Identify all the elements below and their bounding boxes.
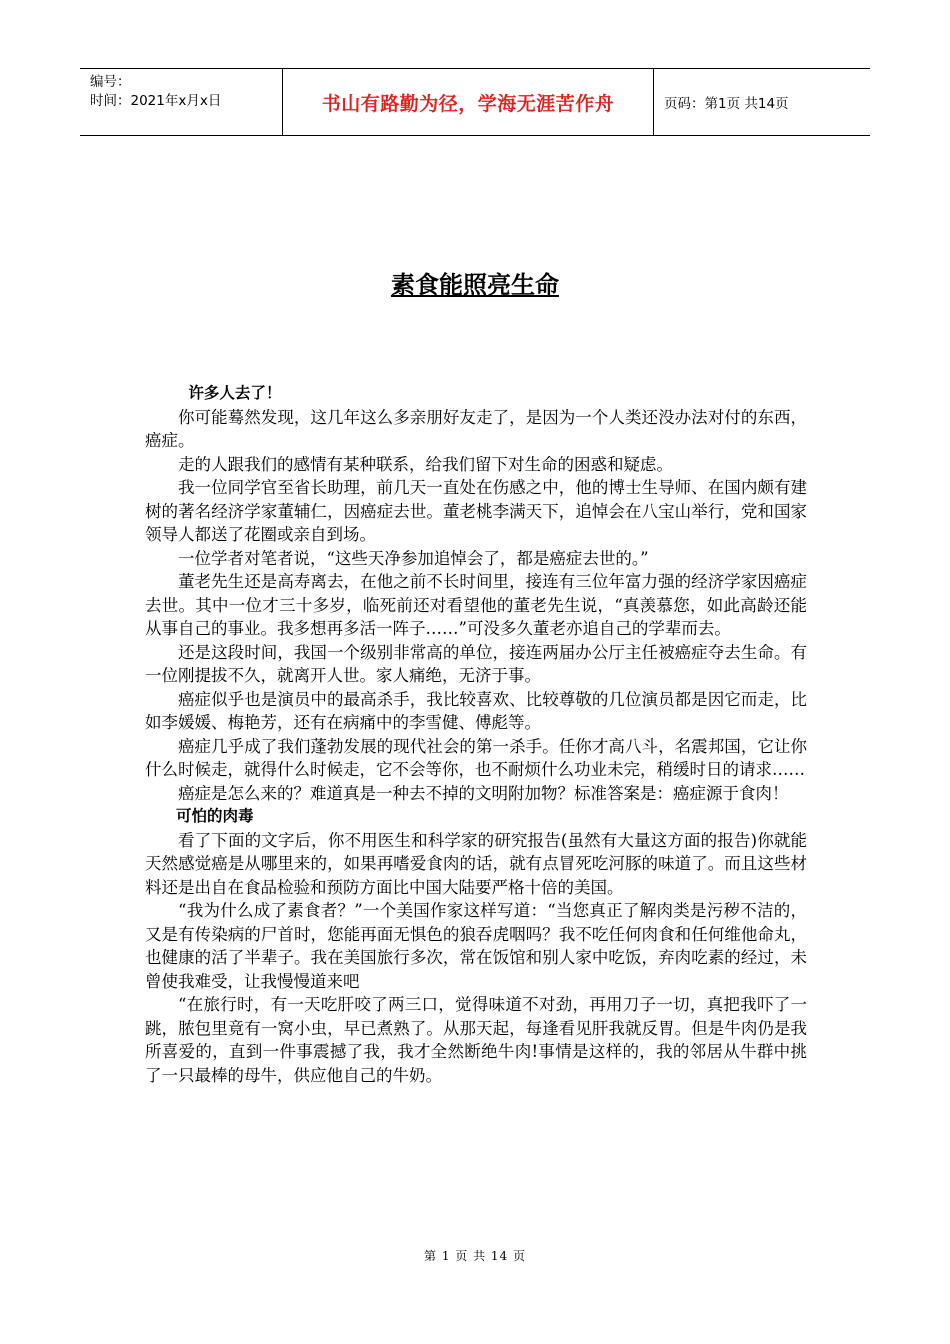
paragraph: 癌症似乎也是演员中的最高杀手，我比较喜欢、比较尊敬的几位演员都是因它而走，比如李媛媛、梅艳芳，还有在病痛中的李雪健、傅彪等。 [145,689,807,732]
paragraph: 你可能蓦然发现，这几年这么多亲朋好友走了，是因为一个人类还没办法对付的东西，癌症。 [145,407,807,450]
paragraph: “在旅行时，有一天吃肝咬了两三口，觉得味道不对劲，再用刀子一切，真把我吓了一跳，脓包里竟有一窝小虫，早已煮熟了。从那天起，每逢看见肝我就反胃。但是牛肉仍是我所喜爱的，直到一件事震撼了我，我才全然断绝牛肉!事情是这样的，我的邻居从牛群中挑了一只最棒的母牛，供应他自己的牛奶。 [145,995,807,1085]
document-body [145,382,807,1087]
paragraph: 我一位同学官至省长助理，前几天一直处在伤感之中，他的博士生导师、在国内颇有建树的著名经济学家董辅仁，因癌症去世。董老桃李满天下，追悼会在八宝山举行，党和国家领导人都送了花圈或亲自到场。 [145,478,807,544]
paragraph: 走的人跟我们的感情有某种联系，给我们留下对生命的困惑和疑虑。 [178,454,673,474]
paragraph: 癌症几乎成了我们蓬勃发展的现代社会的第一杀手。任你才高八斗，名震邦国，它让你什么时候走，就得什么时候走，它不会等你，也不耐烦什么功业未完，稍缓时日的请求…… [145,736,807,779]
number-label: 编号： [90,74,131,90]
subheading: 可怕的肉毒 [176,807,254,825]
paragraph: 癌症是怎么来的？难道真是一种去不掉的文明附加物？标准答案是：癌症源于食肉！ [178,783,789,803]
paragraph: 看了下面的文字后，你不用医生和科学家的研究报告(虽然有大量这方面的报告)你就能天然感觉癌是从哪里来的，如果再嗜爱食肉的话，就有点冒死吃河豚的味道了。而且这些材料还是出自在食品检验和预防方面比中国大陆要严格十倍的美国。 [145,830,807,897]
motto: 书山有路勤为径，学海无涯苦作舟 [282,69,654,135]
paragraph: 一位学者对笔者说，“这些天净参加追悼会了，都是癌症去世的。” [178,548,649,568]
subheading: 许多人去了！ [188,384,282,402]
document-title: 素食能照亮生命 [391,271,559,299]
page-info: 页码：第1页 共14页 [664,96,789,112]
paragraph: 还是这段时间，我国一个级别非常高的单位，接连两届办公厅主任被癌症夺去生命。有一位刚提拔不久，就离开人世。家人痛绝，无济于事。 [145,642,807,685]
paragraph: “我为什么成了素食者？”一个美国作家这样写道：“当您真正了解肉类是污秽不洁的，又是有传染病的尸首时，您能再面无惧色的狼吞虎咽吗？我不吃任何肉食和任何维他命丸，也健康的活了半辈子。我在美国旅行多次，常在饭馆和别人家中吃饭，弃肉吃素的经过，未曾使我难受，让我慢慢道来吧 [145,901,807,991]
page-footer: 第 1 页 共 14 页 [424,1249,526,1263]
paragraph: 董老先生还是高寿离去，在他之前不长时间里，接连有三位年富力强的经济学家因癌症去世。其中一位才三十多岁，临死前还对看望他的董老先生说，“真羡慕您，如此高龄还能从事自己的事业。我多想再多活一阵子……”可没多久董老亦追自己的学辈而去。 [145,572,807,638]
header-meta-cell [80,69,282,135]
header-table [80,68,870,136]
date-label: 时间：2021年x月x日 [90,93,222,109]
